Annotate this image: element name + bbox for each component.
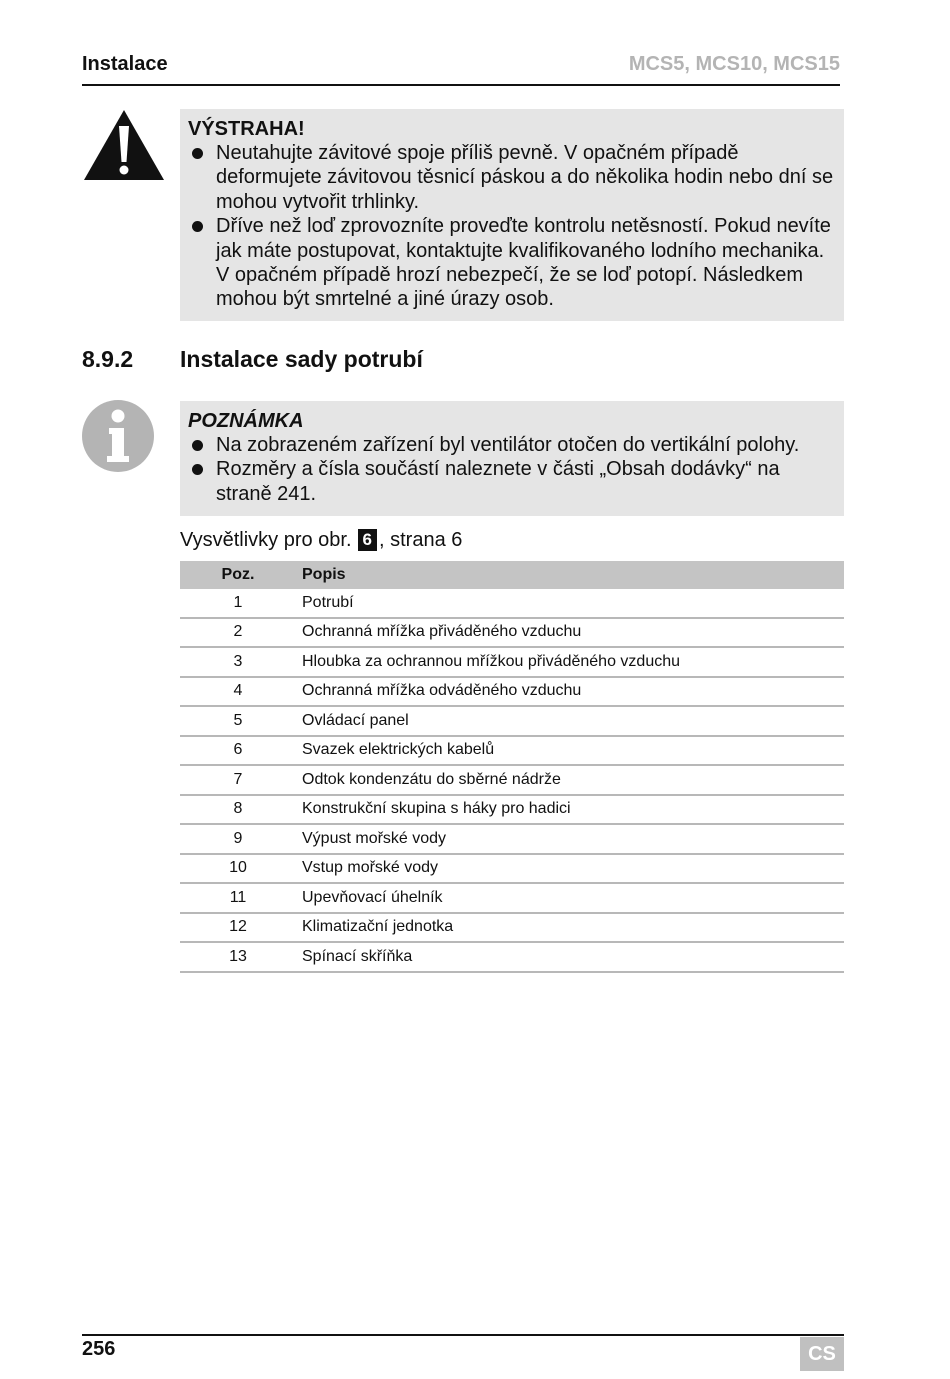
- table-header-row: [180, 561, 844, 589]
- description-cell: Ochranná mřížka odváděného vzduchu: [296, 677, 844, 707]
- description-cell: Klimatizační jednotka: [296, 913, 844, 943]
- position-cell: 10: [180, 854, 296, 884]
- header-model-names: MCS5, MCS10, MCS15: [628, 53, 840, 75]
- position-cell: 9: [180, 824, 296, 854]
- position-cell: 11: [180, 883, 296, 913]
- note-item: Na zobrazeném zařízení byl ventilátor otočen do vertikální polohy.: [188, 433, 834, 457]
- description-cell: Svazek elektrických kabelů: [296, 736, 844, 766]
- description-cell: Vstup mořské vody: [296, 854, 844, 884]
- description-cell: Výpust mořské vody: [296, 824, 844, 854]
- column-header-position: Poz.: [180, 561, 296, 589]
- position-cell: 8: [180, 795, 296, 825]
- note-box: [180, 401, 844, 516]
- parts-table: [180, 561, 844, 973]
- description-cell: Ochranná mřížka přiváděného vzduchu: [296, 618, 844, 648]
- position-cell: 5: [180, 706, 296, 736]
- position-cell: 4: [180, 677, 296, 707]
- table-row: [180, 795, 844, 825]
- table-row: [180, 677, 844, 707]
- description-cell: Spínací skříňka: [296, 942, 844, 972]
- warning-item: Neutahujte závitové spoje příliš pevně. V opačném případě deformujete závitovou těsnicí páskou a do několika hodin nebo dní se mohou vytvořit trhlinky.: [188, 141, 834, 214]
- column-header-description: Popis: [296, 561, 844, 589]
- description-cell: Upevňovací úhelník: [296, 883, 844, 913]
- note-item: Rozměry a čísla součástí naleznete v části „Obsah dodávky“ na straně 241.: [188, 457, 834, 506]
- position-cell: 6: [180, 736, 296, 766]
- table-row: [180, 706, 844, 736]
- language-badge: CS: [800, 1337, 844, 1371]
- warning-triangle-icon: [82, 108, 166, 182]
- legend-prefix: Vysvětlivky pro obr.: [180, 529, 352, 551]
- table-row: [180, 854, 844, 884]
- note-title: POZNÁMKA: [188, 410, 304, 432]
- table-row: [180, 647, 844, 677]
- description-cell: Ovládací panel: [296, 706, 844, 736]
- header-divider: [82, 84, 840, 86]
- table-row: [180, 765, 844, 795]
- page-number: 256: [82, 1338, 116, 1360]
- info-icon: [82, 400, 154, 472]
- position-cell: 13: [180, 942, 296, 972]
- header-section-title: Instalace: [82, 53, 168, 75]
- footer-divider: [82, 1334, 844, 1336]
- section-title: Instalace sady potrubí: [180, 346, 423, 372]
- figure-legend-caption: [180, 528, 462, 552]
- table-row: [180, 913, 844, 943]
- warning-title: VÝSTRAHA!: [188, 118, 305, 140]
- position-cell: 12: [180, 913, 296, 943]
- description-cell: Hloubka za ochrannou mřížkou přiváděného vzduchu: [296, 647, 844, 677]
- table-row: [180, 618, 844, 648]
- table-row: [180, 883, 844, 913]
- section-number: 8.9.2: [82, 346, 134, 372]
- table-row: [180, 736, 844, 766]
- table-row: [180, 942, 844, 972]
- description-cell: Potrubí: [296, 589, 844, 618]
- table-row: [180, 824, 844, 854]
- table-row: [180, 589, 844, 618]
- position-cell: 1: [180, 589, 296, 618]
- position-cell: 2: [180, 618, 296, 648]
- legend-suffix: , strana 6: [379, 529, 463, 551]
- position-cell: 3: [180, 647, 296, 677]
- description-cell: Odtok kondenzátu do sběrné nádrže: [296, 765, 844, 795]
- figure-number-badge: 6: [358, 529, 377, 551]
- description-cell: Konstrukční skupina s háky pro hadici: [296, 795, 844, 825]
- position-cell: 7: [180, 765, 296, 795]
- warning-box: [180, 109, 844, 321]
- warning-item: Dříve než loď zprovozníte proveďte kontrolu netěsností. Pokud nevíte jak máte postupovat, kontaktujte kvalifikovaného lodního mechanika. V opačném případě hrozí nebezpečí, že se loď potopí. Následkem mohou být smrtelné a jiné úrazy osob.: [188, 214, 834, 312]
